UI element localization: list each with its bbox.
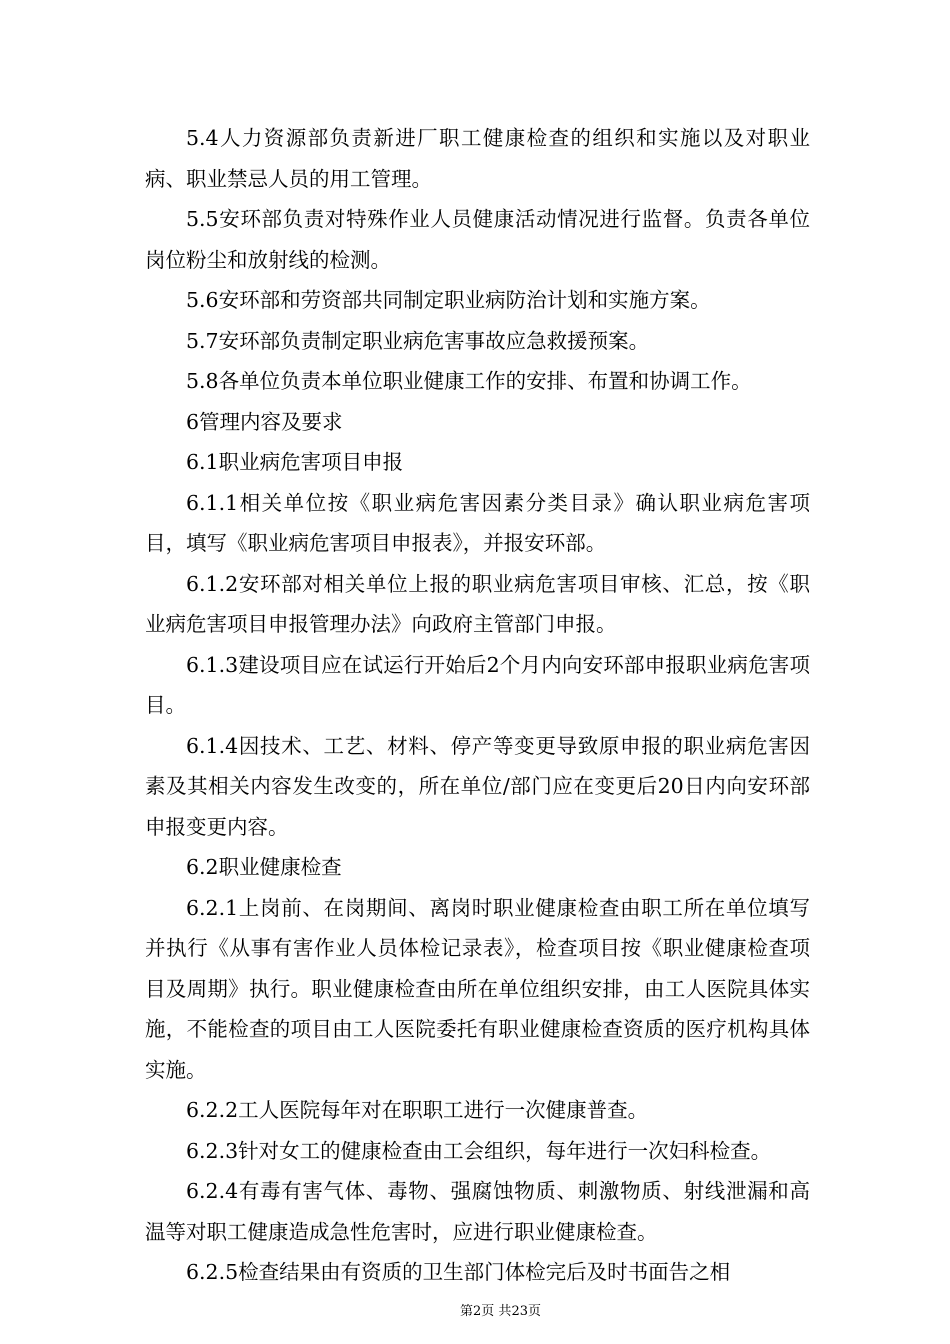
document-body <box>145 118 810 1293</box>
paragraph-5-7: 5.7安环部负责制定职业病危害事故应急救援预案。 <box>186 328 650 353</box>
paragraph-6-2-3: 6.2.3针对女工的健康检查由工会组织，每年进行一次妇科检查。 <box>186 1138 772 1163</box>
page-number: 2 <box>473 1304 482 1319</box>
paragraph-5-6: 5.6安环部和劳资部共同制定职业病防治计划和实施方案。 <box>186 288 711 312</box>
paragraph-6-1-3: 6.1.3建设项目应在试运行开始后2个月内向安环部申报职业病危害项目。 <box>145 652 810 717</box>
paragraph-5-4: 5.4人力资源部负责新进厂职工健康检查的组织和实施以及对职业病、职业禁忌人员的用工管理。 <box>145 126 810 191</box>
paragraph-6-2-5: 6.2.5检查结果由有资质的卫生部门体检完后及时书面告之相 <box>186 1260 731 1284</box>
page-footer <box>0 1304 950 1320</box>
paragraph-6-2-4: 6.2.4有毒有害气体、毒物、强腐蚀物质、刺激物质、射线泄漏和高温等对职工健康造成急性危害时，应进行职业健康检查。 <box>145 1179 810 1244</box>
paragraph-6-2-2: 6.2.2工人医院每年对在职职工进行一次健康普查。 <box>186 1098 649 1122</box>
total-pages: 23 <box>511 1304 528 1319</box>
paragraph-6-1-4: 6.1.4因技术、工艺、材料、停产等变更导致原申报的职业病危害因素及其相关内容发生改变的，所在单位/部门应在变更后20日内向安环部申报变更内容。 <box>145 733 810 839</box>
section-heading-6: 6管理内容及要求 <box>186 409 343 434</box>
footer-prefix: 第 <box>460 1304 474 1319</box>
footer-middle: 页 共 <box>481 1304 512 1319</box>
paragraph-5-5: 5.5安环部负责对特殊作业人员健康活动情况进行监督。负责各单位岗位粉尘和放射线的检测。 <box>145 207 810 272</box>
paragraph-6-1-2: 6.1.2安环部对相关单位上报的职业病危害项目审核、汇总，按《职业病危害项目申报管理办法》向政府主管部门申报。 <box>145 571 810 636</box>
section-heading-6-1: 6.1职业病危害项目申报 <box>186 450 404 474</box>
paragraph-6-2-1: 6.2.1上岗前、在岗期间、离岗时职业健康检查由职工所在单位填写并执行《从事有害作业人员体检记录表》，检查项目按《职业健康检查项目及周期》执行。职业健康检查由所在单位组织安排，由工人医院具体实施，不能检查的项目由工人医院委托有职业健康检查资质的医疗机构具体实施。 <box>145 895 810 1082</box>
paragraph-5-8: 5.8各单位负责本单位职业健康工作的安排、布置和协调工作。 <box>186 369 752 393</box>
footer-suffix: 页 <box>527 1304 541 1319</box>
section-heading-6-2: 6.2职业健康检查 <box>186 855 342 879</box>
paragraph-6-1-1: 6.1.1相关单位按《职业病危害因素分类目录》确认职业病危害项目，填写《职业病危害项目申报表》，并报安环部。 <box>145 490 810 555</box>
